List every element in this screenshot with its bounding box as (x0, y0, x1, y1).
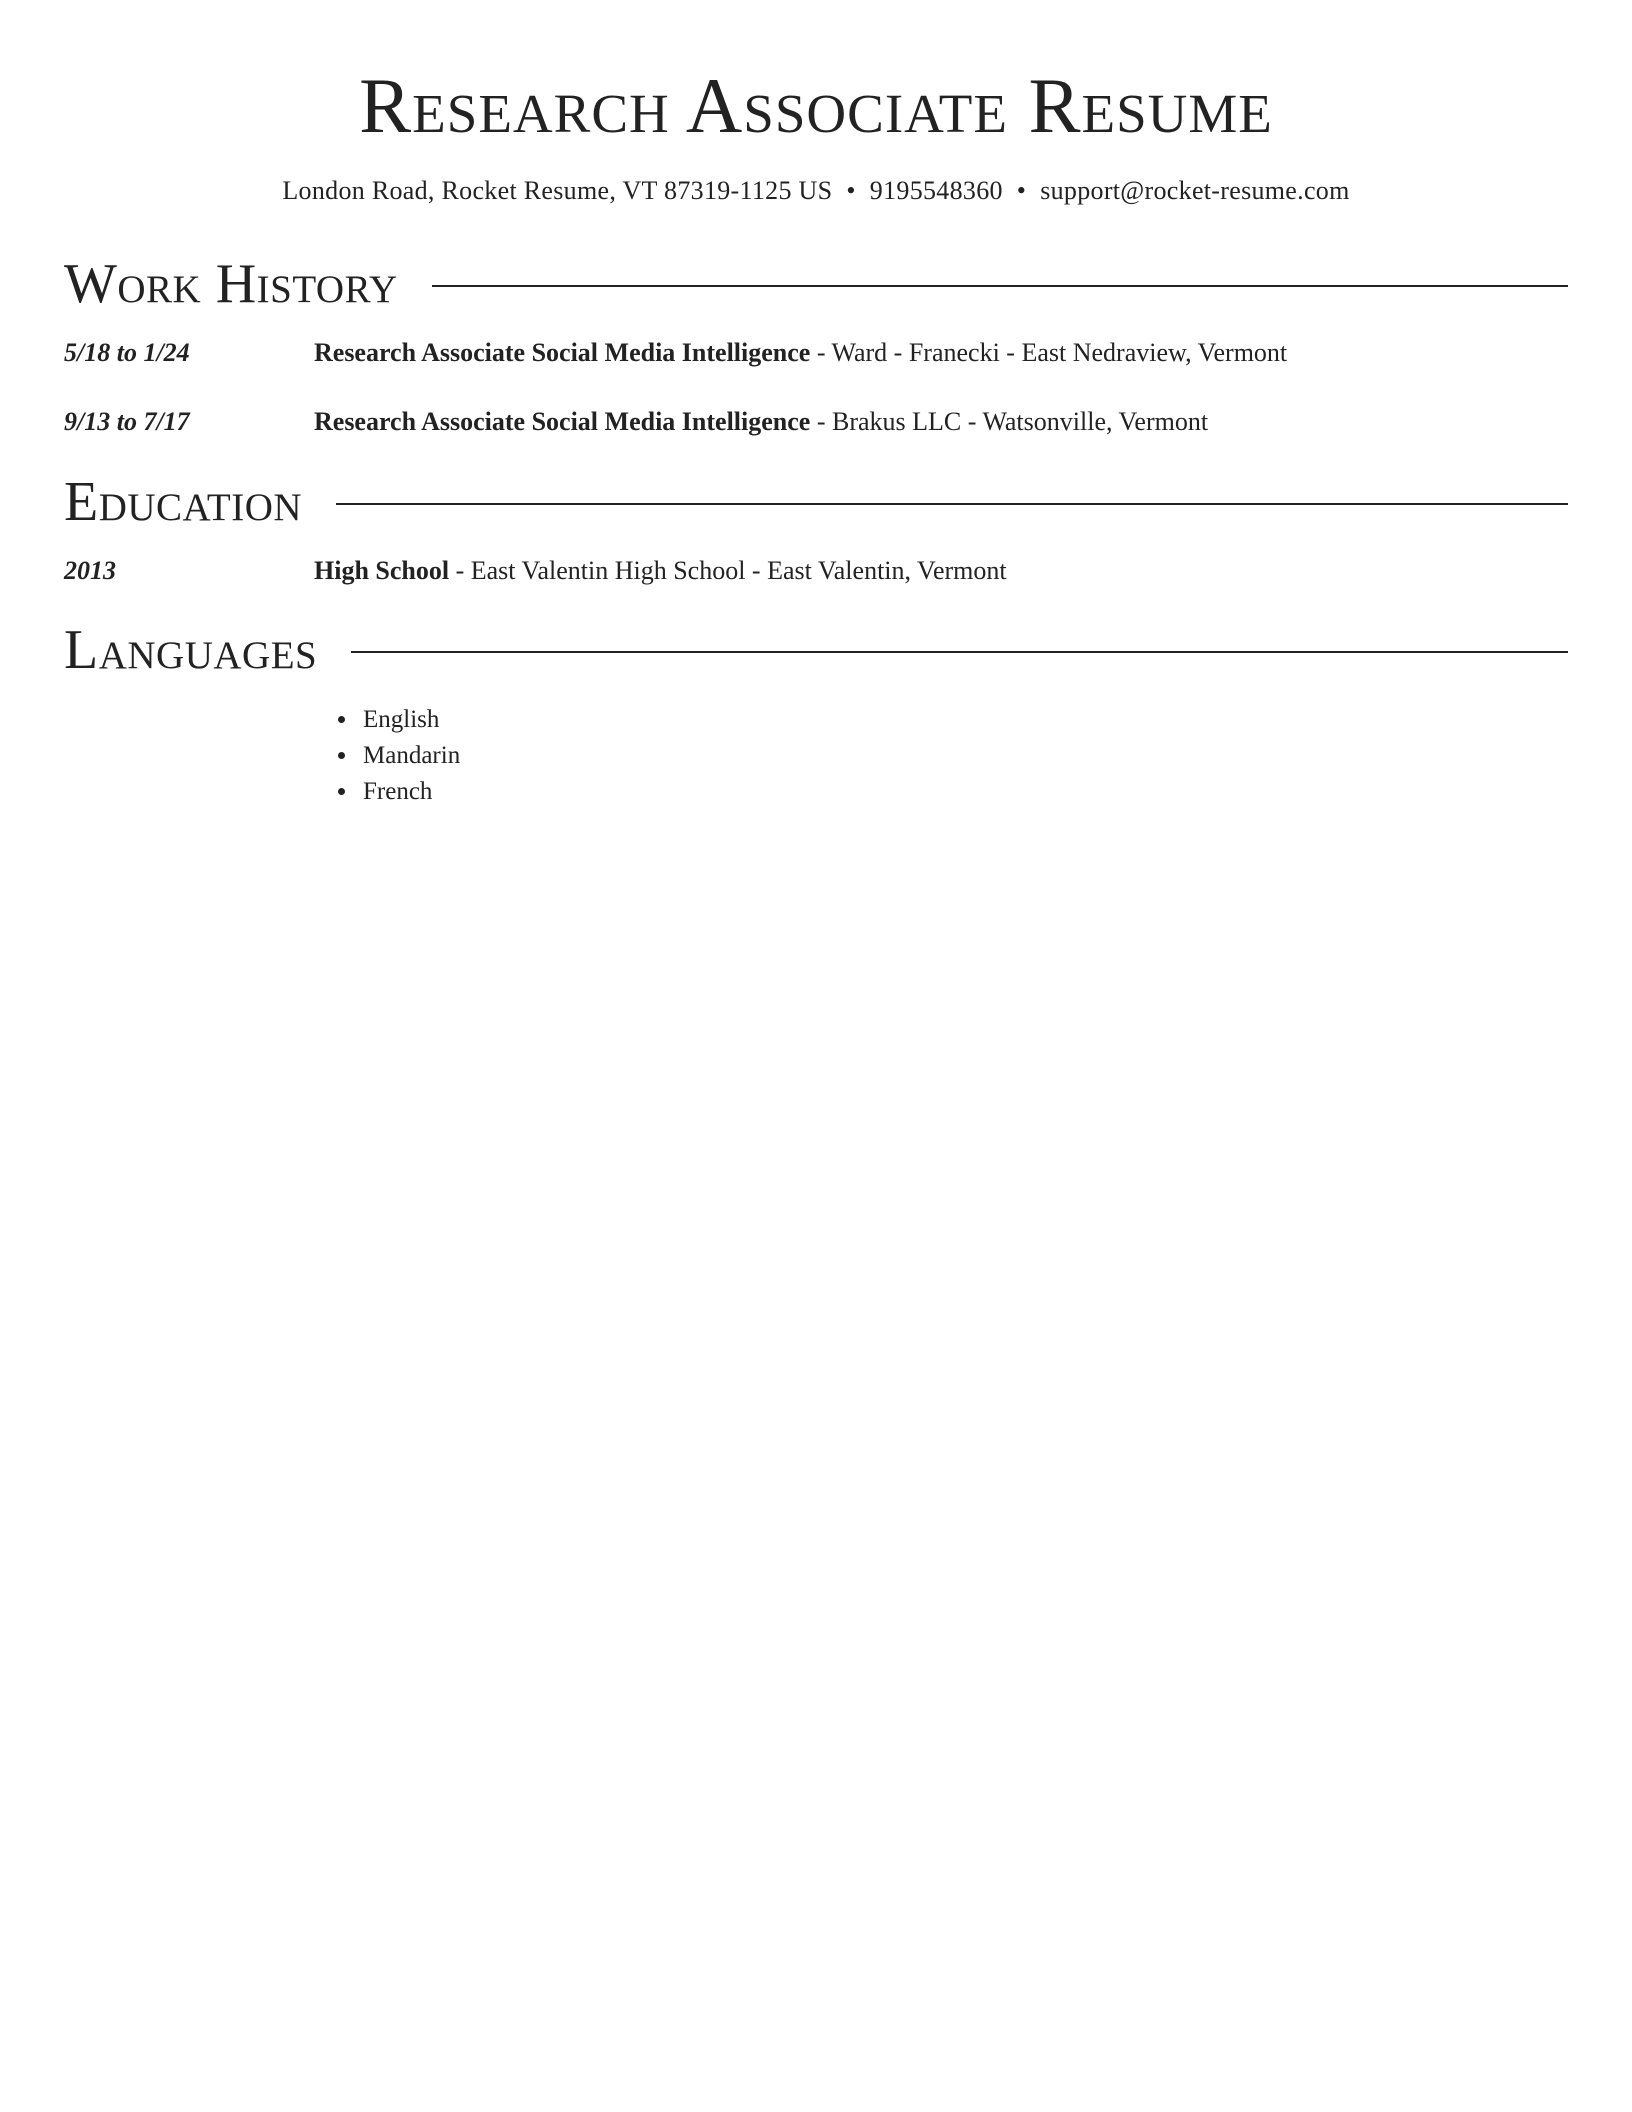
work-entry (64, 405, 1568, 439)
employer-location: - Brakus LLC - Watsonville, Vermont (810, 407, 1209, 436)
work-history-section (64, 252, 1568, 439)
work-dates: 5/18 to 1/24 (64, 338, 190, 367)
work-detail (314, 336, 1287, 370)
languages-section (64, 618, 1568, 810)
section-divider (432, 285, 1568, 287)
language-item: • English (359, 702, 1568, 738)
language-item: • French (359, 774, 1568, 810)
language-list (64, 702, 1568, 810)
separator-bullet: • (1016, 176, 1027, 205)
section-heading: Languages (64, 619, 318, 681)
section-header (64, 618, 1568, 682)
work-entries (64, 336, 1568, 439)
job-title: Research Associate Social Media Intelligence (314, 407, 811, 436)
contact-line (64, 174, 1568, 208)
education-section (64, 470, 1568, 588)
contact-email: support@rocket-resume.com (1040, 176, 1350, 205)
language-item: • Mandarin (359, 738, 1568, 774)
job-title: Research Associate Social Media Intelligence (314, 338, 811, 367)
section-header (64, 470, 1568, 534)
section-heading: Work History (64, 253, 398, 315)
work-dates: 9/13 to 7/17 (64, 407, 190, 436)
section-divider (351, 651, 1568, 653)
education-detail (314, 554, 1007, 588)
separator-bullet: • (846, 176, 856, 205)
resume-title: Research Associate Resume (359, 62, 1273, 149)
employer-location: - Ward - Franecki - East Nedraview, Vermont (810, 338, 1288, 367)
work-entry (64, 336, 1568, 370)
section-heading: Education (64, 471, 303, 533)
degree: High School (314, 556, 450, 585)
education-entries (64, 554, 1568, 588)
contact-address: London Road, Rocket Resume, VT 87319-1125 US (282, 176, 833, 205)
work-detail (314, 405, 1208, 439)
section-header (64, 252, 1568, 316)
education-year: 2013 (64, 556, 116, 585)
contact-phone: 9195548360 (869, 176, 1003, 205)
section-divider (336, 503, 1568, 505)
education-entry (64, 554, 1568, 588)
school-location: - East Valentin High School - East Valentin, Vermont (449, 556, 1007, 585)
